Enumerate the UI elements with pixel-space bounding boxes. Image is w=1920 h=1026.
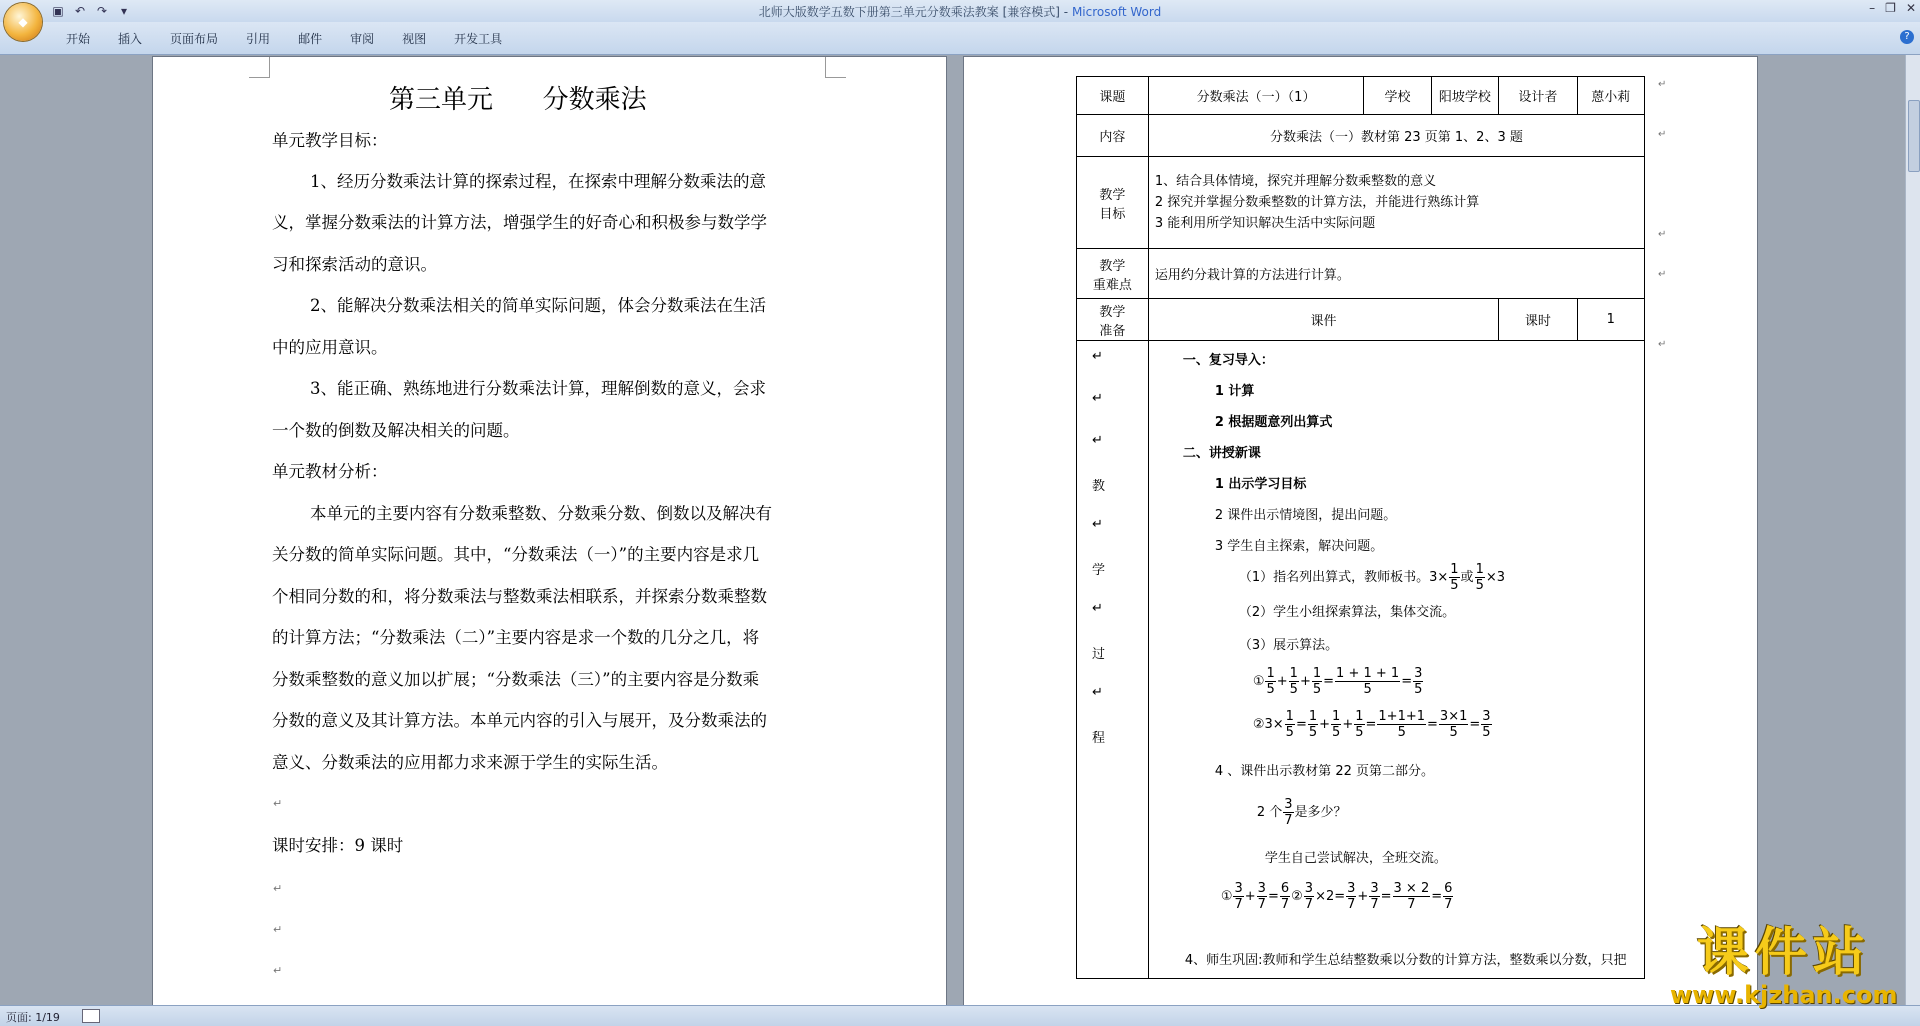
scrollbar-thumb[interactable] bbox=[1908, 100, 1920, 172]
table-row bbox=[1077, 77, 1645, 115]
process-label-cell bbox=[1077, 341, 1149, 979]
tab-view[interactable]: 视图 bbox=[402, 32, 427, 46]
prep-label: 教学 准备 bbox=[1077, 299, 1149, 341]
paragraph-line: 关分数的简单实际问题。其中，“分数乘法（一）”的主要内容是求几 bbox=[272, 545, 760, 564]
paragraph-line: 单元教材分析： bbox=[272, 462, 388, 481]
cell-mark: ↵ bbox=[1092, 433, 1103, 448]
topic-value: 分数乘法（一）（1） bbox=[1148, 77, 1363, 115]
ribbon-tabs bbox=[52, 30, 516, 48]
redo-icon[interactable]: ↷ bbox=[96, 4, 108, 18]
paragraph-line: 2、能解决分数乘法相关的简单实际问题，体会分数乘法在生活 bbox=[310, 296, 766, 315]
process-char: 学 bbox=[1092, 563, 1106, 578]
hours-value: 1 bbox=[1577, 299, 1644, 341]
school-label: 学校 bbox=[1364, 77, 1431, 115]
minimize-icon[interactable]: – bbox=[1869, 1, 1876, 15]
office-logo-icon: ◆ bbox=[18, 15, 28, 29]
paragraph-line: 本单元的主要内容有分数乘整数、分数乘分数、倒数以及解决有 bbox=[310, 504, 772, 523]
question: 2 个 $\frac{3}{7}$ 是多少？ bbox=[1256, 797, 1347, 828]
office-button[interactable] bbox=[4, 3, 42, 41]
content-value: 分数乘法（一）教材第 23 页第 1、2、3 题 bbox=[1148, 115, 1644, 157]
tab-page-layout[interactable]: 页面布局 bbox=[170, 32, 219, 46]
step-item: 4、师生巩固:教师和学生总结整数乘以分数的计算方法，整数乘以分数，只把 bbox=[1184, 953, 1627, 968]
equation-3: ① $\frac{3}{7}$ + $\frac{3}{7}$ = $\frac{6}{7}$ ② $\frac{3}{7}$ ×2= $\frac{3}{7}$ + $\frac{3}{7}$ = $\frac{3 \times 2}{7}$ = $\frac{6}{7}$ bbox=[1220, 881, 1453, 912]
restore-icon[interactable]: ❐ bbox=[1885, 1, 1896, 15]
window-title: 北师大版数学五数下册第三单元分数乘法教案 [兼容模式] - Microsoft Word bbox=[758, 5, 1162, 19]
tab-references[interactable]: 引用 bbox=[246, 32, 271, 46]
paragraph-line: 课时安排：9 课时 bbox=[272, 836, 404, 855]
row-end-mark: ↵ bbox=[1658, 229, 1667, 240]
ribbon bbox=[0, 22, 1920, 55]
prep-value: 课件 bbox=[1148, 299, 1498, 341]
paragraph-mark: ↵ bbox=[273, 923, 283, 936]
paragraph-line: 1、经历分数乘法计算的探索过程，在探索中理解分数乘法的意 bbox=[310, 172, 766, 191]
table-row bbox=[1077, 157, 1645, 249]
step-heading: 一、复习导入： bbox=[1182, 353, 1274, 368]
margin-corner bbox=[825, 57, 846, 78]
document-workspace bbox=[0, 55, 1905, 1005]
table-row bbox=[1077, 115, 1645, 157]
paragraph-mark: ↵ bbox=[273, 797, 283, 810]
goal-item: 2 探究并掌握分数乘整数的计算方法，并能进行熟练计算 bbox=[1154, 195, 1480, 210]
paragraph-line: 中的应用意识。 bbox=[272, 338, 388, 357]
cell-mark: ↵ bbox=[1092, 349, 1103, 364]
page-title: 第三单元 分数乘法 bbox=[389, 85, 647, 115]
margin-corner bbox=[249, 57, 270, 78]
proofing-icon[interactable] bbox=[82, 1009, 100, 1023]
step-item: 3 学生自主探索，解决问题。 bbox=[1214, 539, 1384, 554]
paragraph-mark: ↵ bbox=[273, 964, 283, 977]
cell-mark: ↵ bbox=[1092, 685, 1103, 700]
save-icon[interactable]: ▣ bbox=[52, 4, 64, 18]
paragraph-line: 个相同分数的和，将分数乘法与整数乘法相联系，并探索分数乘整数 bbox=[272, 587, 767, 606]
table-row bbox=[1077, 299, 1645, 341]
cell-mark: ↵ bbox=[1092, 517, 1103, 532]
watermark-url: www.kjzhan.com bbox=[1670, 981, 1898, 1009]
step-item: 1 出示学习目标 bbox=[1214, 477, 1307, 492]
topic-label: 课题 bbox=[1077, 77, 1149, 115]
status-bar bbox=[0, 1005, 1920, 1026]
paragraph-line: 义，掌握分数乘法的计算方法，增强学生的好奇心和积极参与数学学 bbox=[272, 213, 767, 232]
key-points-label: 教学 重难点 bbox=[1077, 249, 1149, 299]
undo-icon[interactable]: ↶ bbox=[74, 4, 86, 18]
document-page-1[interactable] bbox=[152, 56, 947, 1005]
paragraph-line: 分数乘整数的意义加以扩展；“分数乘法（三）”的主要内容是分数乘 bbox=[272, 670, 760, 689]
table-row bbox=[1077, 341, 1645, 979]
help-icon[interactable]: ? bbox=[1900, 30, 1914, 44]
row-end-mark: ↵ bbox=[1658, 129, 1667, 140]
equation-1: ① $\frac{1}{5}$ + $\frac{1}{5}$ + $\frac{1}{5}$ = $\frac{1 + 1 + 1}{5}$ = $\frac{3}{5}$ bbox=[1252, 666, 1423, 697]
step-item: 2 根据题意列出算式 bbox=[1214, 415, 1333, 430]
tab-developer[interactable]: 开发工具 bbox=[454, 32, 503, 46]
step-heading: 二、讲授新课 bbox=[1182, 446, 1261, 461]
tab-mailings[interactable]: 邮件 bbox=[298, 32, 323, 46]
close-icon[interactable]: ✕ bbox=[1905, 1, 1916, 15]
paragraph-line: 分数的意义及其计算方法。本单元内容的引入与展开，及分数乘法的 bbox=[272, 711, 767, 730]
quick-access-toolbar bbox=[50, 3, 132, 19]
hours-label: 课时 bbox=[1499, 299, 1577, 341]
paragraph-line: 习和探索活动的意识。 bbox=[272, 255, 437, 274]
row-end-mark: ↵ bbox=[1658, 339, 1667, 350]
paragraph-mark: ↵ bbox=[273, 882, 283, 895]
step-subitem: （2）学生小组探索算法，集体交流。 bbox=[1238, 605, 1456, 620]
vertical-scrollbar[interactable] bbox=[1905, 55, 1920, 1005]
lesson-plan-table bbox=[1076, 76, 1645, 979]
paragraph-line: 意义、分数乘法的应用都力求来源于学生的实际生活。 bbox=[272, 753, 668, 772]
step-subitem: （1）指名列出算式，教师板书。3× $\frac{1}{5}$ 或 $\frac{1}{5}$ ×3 bbox=[1238, 562, 1506, 593]
step-item: 2 课件出示情境图，提出问题。 bbox=[1214, 508, 1397, 523]
designer-label: 设计者 bbox=[1499, 77, 1577, 115]
key-points-value: 运用约分栽计算的方法进行计算。 bbox=[1148, 249, 1644, 299]
table-row bbox=[1077, 249, 1645, 299]
page-count[interactable]: 页面: 1/19 bbox=[6, 1011, 60, 1024]
paragraph-line: 的计算方法；“分数乘法（二）”主要内容是求一个数的几分之几，将 bbox=[272, 628, 760, 647]
step-subitem: 学生自己尝试解决，全班交流。 bbox=[1264, 851, 1447, 866]
content-label: 内容 bbox=[1077, 115, 1149, 157]
paragraph-line: 3、能正确、熟练地进行分数乘法计算，理解倒数的意义，会求 bbox=[310, 379, 766, 398]
site-watermark bbox=[1670, 925, 1897, 1009]
goals-cell bbox=[1148, 157, 1644, 249]
designer-value: 蒽小莉 bbox=[1577, 77, 1644, 115]
goals-label: 教学 目标 bbox=[1077, 157, 1149, 249]
customize-qat-icon[interactable]: ▾ bbox=[120, 4, 128, 18]
process-char: 程 bbox=[1092, 731, 1106, 746]
document-page-2[interactable] bbox=[963, 56, 1758, 1005]
process-content-cell bbox=[1148, 341, 1644, 979]
process-char: 教 bbox=[1092, 479, 1106, 494]
cell-mark: ↵ bbox=[1092, 391, 1103, 406]
title-bar bbox=[0, 0, 1920, 22]
window-controls bbox=[1869, 1, 1916, 15]
tab-home[interactable]: 开始 bbox=[66, 32, 91, 46]
tab-review[interactable]: 审阅 bbox=[350, 32, 375, 46]
process-char: 过 bbox=[1092, 647, 1106, 662]
goal-item: 1、结合具体情境，探究并理解分数乘整数的意义 bbox=[1154, 174, 1437, 189]
step-subitem: （3）展示算法。 bbox=[1238, 638, 1339, 653]
paragraph-line: 单元教学目标： bbox=[272, 131, 388, 150]
step-item: 4 、课件出示教材第 22 页第二部分。 bbox=[1214, 764, 1435, 779]
tab-insert[interactable]: 插入 bbox=[118, 32, 143, 46]
cell-mark: ↵ bbox=[1092, 601, 1103, 616]
step-item: 1 计算 bbox=[1214, 384, 1255, 399]
equation-2: ②3× $\frac{1}{5}$ = $\frac{1}{5}$ + $\frac{1}{5}$ + $\frac{1}{5}$ = $\frac{1+1+1}{5}$ = $\frac{3\times 1}{5}$ = $\frac{3}{5}$ bbox=[1252, 709, 1491, 740]
row-end-mark: ↵ bbox=[1658, 79, 1667, 90]
row-end-mark: ↵ bbox=[1658, 269, 1667, 280]
school-value: 阳坡学校 bbox=[1431, 77, 1498, 115]
paragraph-line: 一个数的倒数及解决相关的问题。 bbox=[272, 421, 520, 440]
goal-item: 3 能利用所学知识解决生活中实际问题 bbox=[1154, 216, 1376, 231]
watermark-title: 课件站 bbox=[1696, 923, 1871, 983]
